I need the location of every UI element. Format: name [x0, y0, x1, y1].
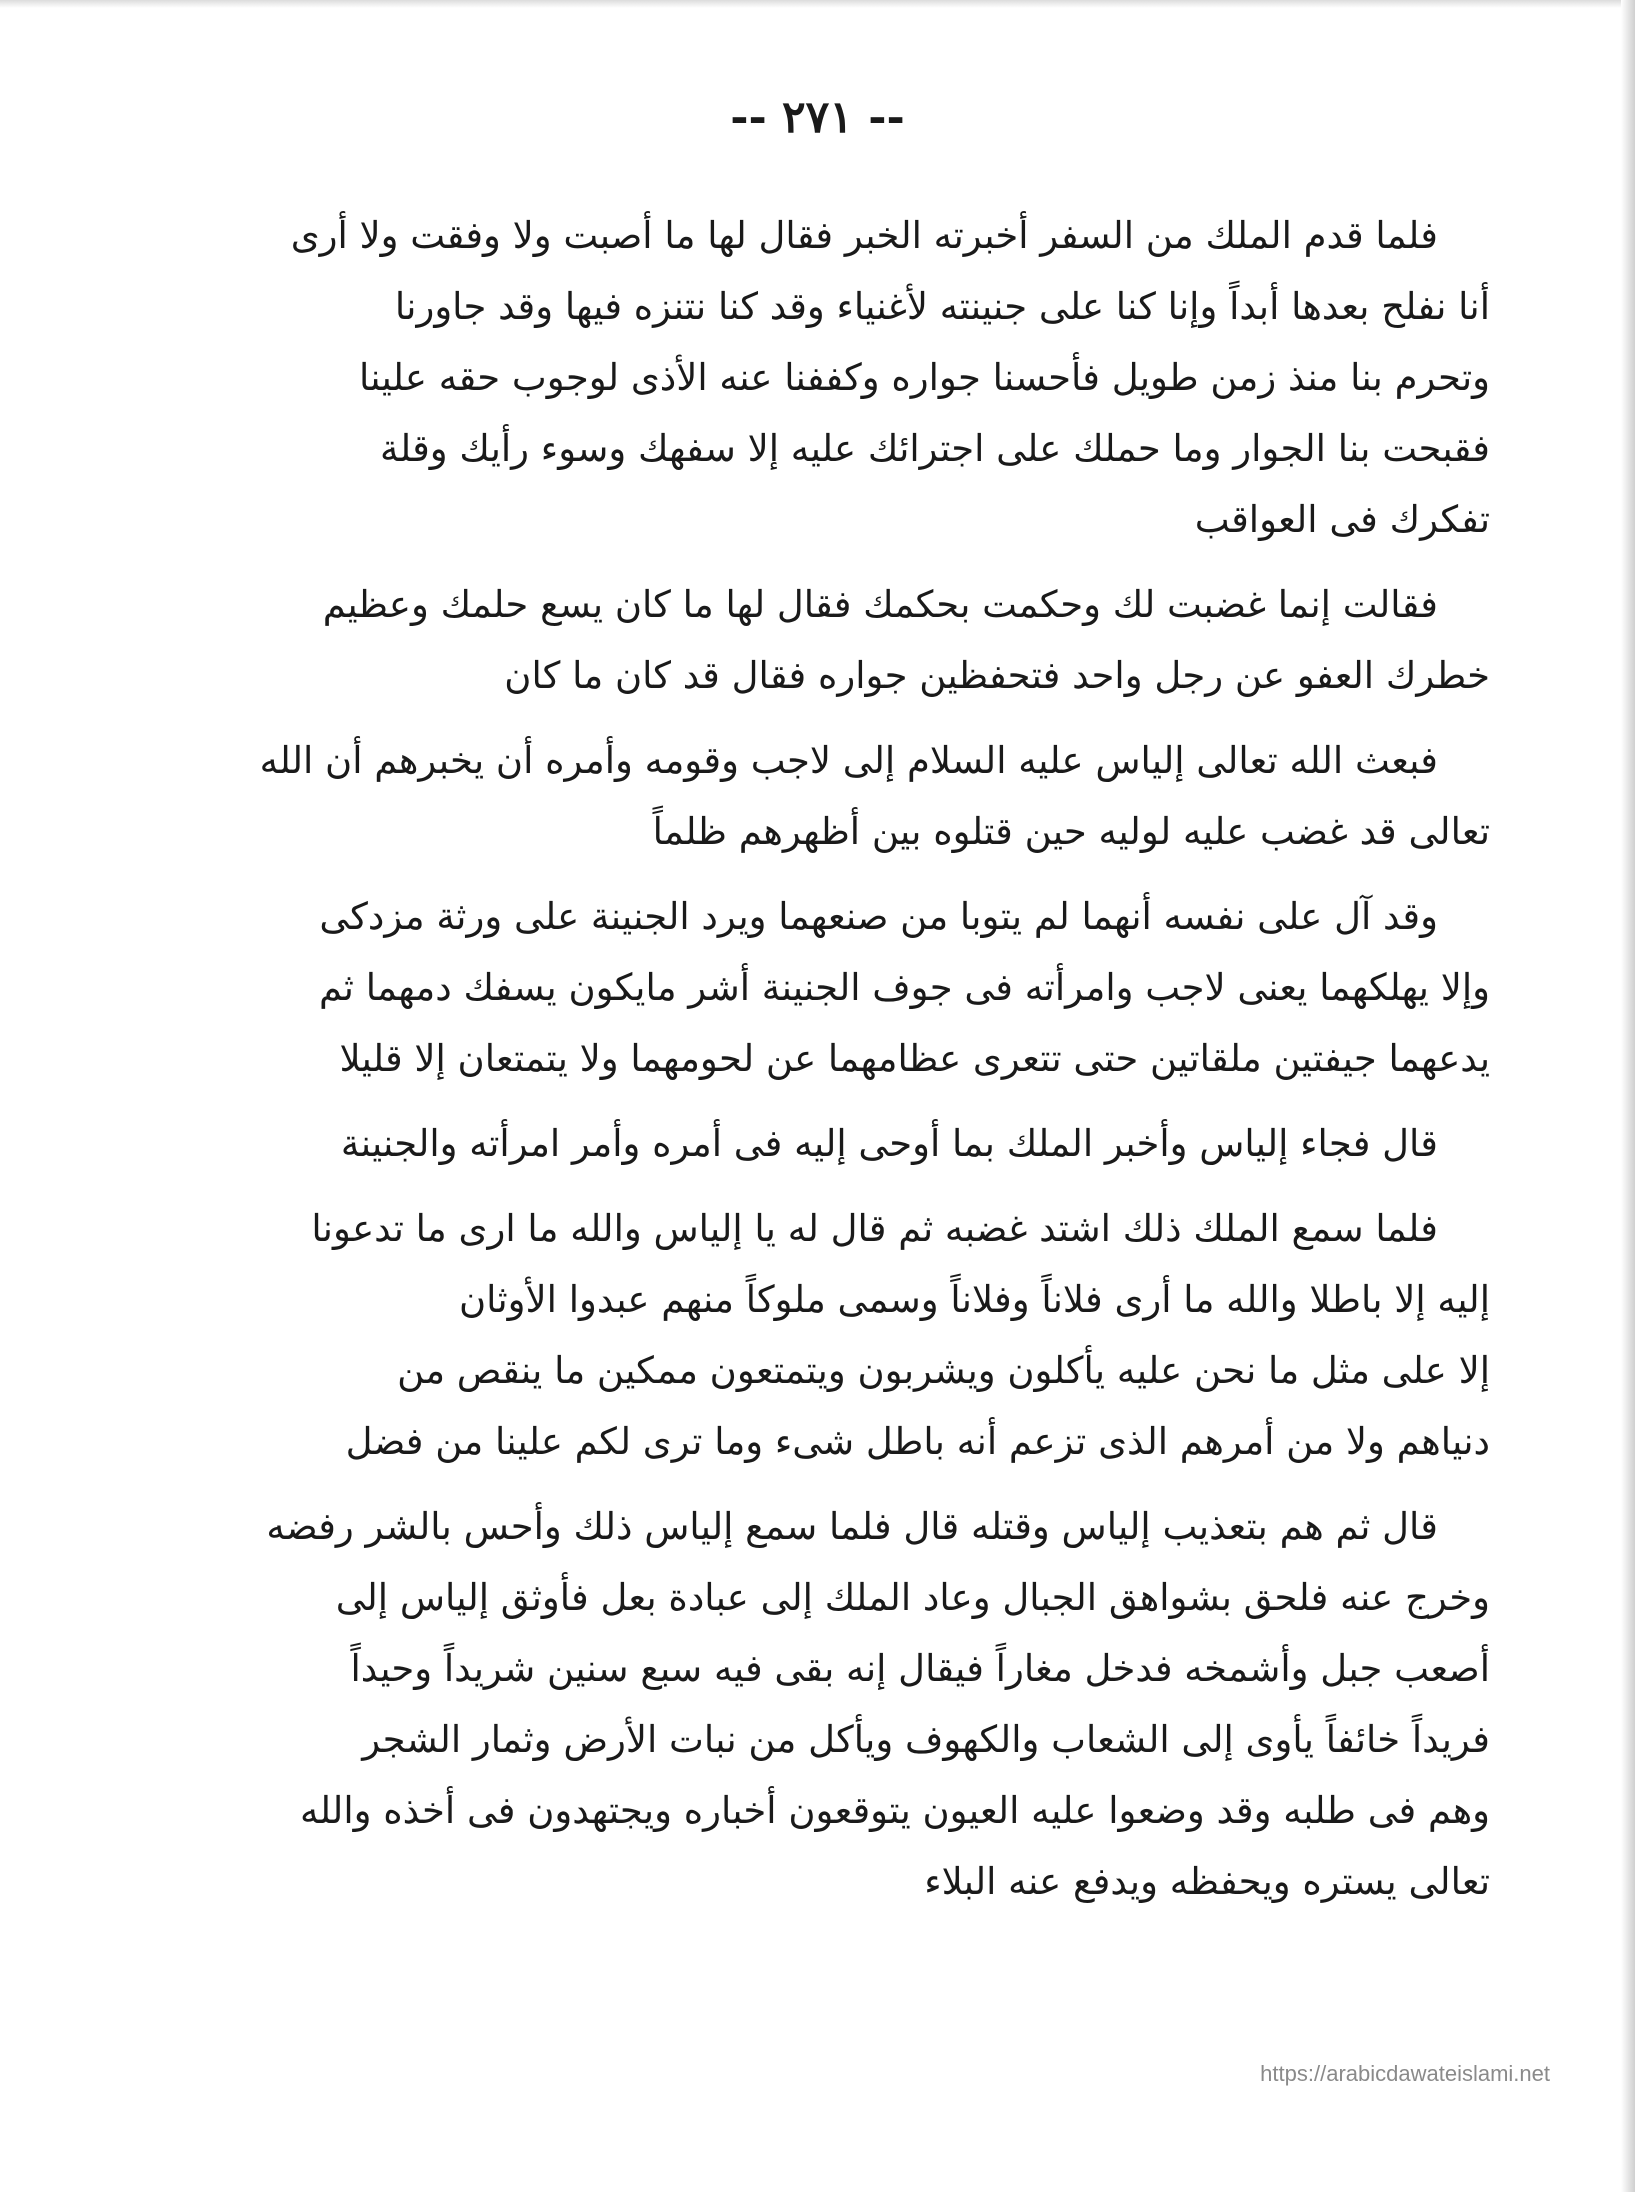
paragraph-7: [170, 1491, 1490, 1917]
text-line: وقد آل على نفسه أنهما لم يتوبا من صنعهما ويرد الجنينة على ورثة مزدكى: [319, 895, 1438, 938]
text-line: وإلا يهلكهما يعنى لاجب وامرأته فى جوف الجنينة أشر مايكون يسفك دمهما ثم: [319, 966, 1490, 1009]
body-text: [170, 200, 1490, 1917]
text-line: فلما سمع الملك ذلك اشتد غضبه ثم قال له يا إلياس والله ما ارى ما تدعونا: [311, 1207, 1438, 1250]
paragraph-4: [170, 881, 1490, 1094]
text-line: فقالت إنما غضبت لك وحكمت بحكمك فقال لها ما كان يسع حلمك وعظيم: [322, 583, 1438, 626]
paragraph-1: [170, 200, 1490, 555]
text-line: أصعب جبل وأشمخه فدخل مغاراً فيقال إنه بقى فيه سبع سنين شريداً وحيداً: [350, 1647, 1490, 1690]
paragraph-3: [170, 725, 1490, 867]
text-line: يدعهما جيفتين ملقاتين حتى تتعرى عظامهما عن لحومهما ولا يتمتعان إلا قليلا: [339, 1037, 1490, 1080]
text-line: دنياهم ولا من أمرهم الذى تزعم أنه باطل شىء وما ترى لكم علينا من فضل: [345, 1420, 1490, 1463]
text-line: فريداً خائفاً يأوى إلى الشعاب والكهوف ويأكل من نبات الأرض وثمار الشجر: [362, 1718, 1490, 1761]
text-line: خطرك العفو عن رجل واحد فتحفظين جواره فقال قد كان ما كان: [504, 654, 1490, 697]
text-line: وخرج عنه فلحق بشواهق الجبال وعاد الملك إلى عبادة بعل فأوثق إلياس إلى: [335, 1576, 1490, 1619]
paragraph-6: [170, 1193, 1490, 1477]
text-line: إلا على مثل ما نحن عليه يأكلون ويشربون ويتمتعون ممكين ما ينقص من: [397, 1349, 1490, 1392]
text-line: فبعث الله تعالى إلياس عليه السلام إلى لاجب وقومه وأمره أن يخبرهم أن الله: [259, 739, 1438, 782]
text-line: تعالى يستره ويحفظه ويدفع عنه البلاء: [924, 1860, 1490, 1903]
text-line: فلما قدم الملك من السفر أخبرته الخبر فقال لها ما أصبت ولا وفقت ولا أرى: [290, 214, 1438, 257]
watermark-url: https://arabicdawateislami.net: [1260, 2061, 1550, 2086]
text-line: قال ثم هم بتعذيب إلياس وقتله قال فلما سمع إلياس ذلك وأحس بالشر رفضه: [266, 1505, 1438, 1548]
text-line: وتحرم بنا منذ زمن طويل فأحسنا جواره وكففنا عنه الأذى لوجوب حقه علينا: [359, 356, 1490, 399]
text-line: أنا نفلح بعدها أبداً وإنا كنا على جنينته لأغنياء وقد كنا نتنزه فيها وقد جاورنا: [394, 285, 1490, 328]
scan-edge-right: [1621, 0, 1635, 2192]
text-line: فقبحت بنا الجوار وما حملك على اجترائك عليه إلا سفهك وسوء رأيك وقلة: [380, 427, 1490, 470]
paragraph-2: [170, 569, 1490, 711]
text-line: تعالى قد غضب عليه لوليه حين قتلوه بين أظهرهم ظلماً: [652, 810, 1490, 853]
text-line: إليه إلا باطلا والله ما أرى فلاناً وفلاناً وسمى ملوكاً منهم عبدوا الأوثان: [458, 1278, 1490, 1321]
text-line: وهم فى طلبه وقد وضعوا عليه العيون يتوقعون أخباره ويجتهدون فى أخذه والله: [299, 1789, 1490, 1832]
page-number: -- ٢٧١ --: [730, 92, 905, 143]
text-line: تفكرك فى العواقب: [1194, 498, 1490, 541]
scan-edge-top: [0, 0, 1635, 8]
paragraph-5: [170, 1108, 1490, 1179]
text-line: قال فجاء إلياس وأخبر الملك بما أوحى إليه فى أمره وأمر امرأته والجنينة: [340, 1122, 1438, 1165]
